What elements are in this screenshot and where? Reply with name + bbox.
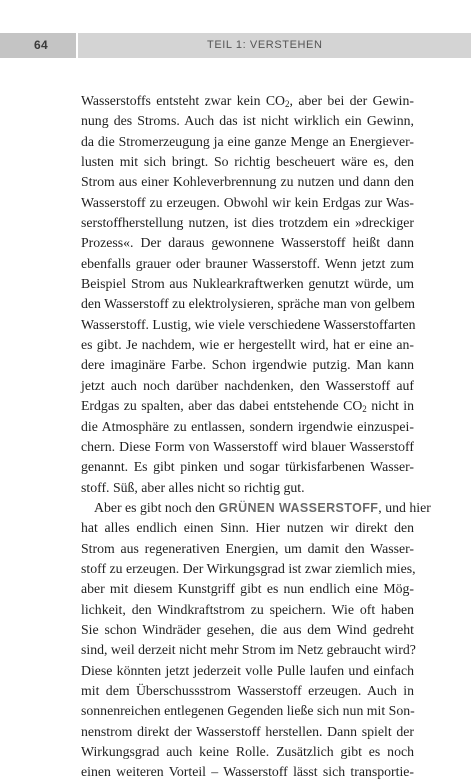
subscript: 2 bbox=[362, 404, 367, 415]
text-line: lichkeit, den Windkraftstrom zu speichern. Wie oft haben bbox=[81, 601, 414, 617]
text-line: Prozess«. Der daraus gewonnene Wasserstoff heißt dann bbox=[81, 235, 414, 251]
text-line: stoff. Süß, aber alles nicht so richtig gut. bbox=[81, 479, 305, 495]
text-line: Wasserstoffs entsteht zwar kein $CO_2$, aber bei der Gewin- bbox=[81, 93, 414, 109]
text-line: chern. Diese Form von Wasserstoff wird blauer Wasserstoff bbox=[81, 438, 414, 454]
page-number: 64 bbox=[34, 38, 48, 52]
text-line: sonnenreichen entlegenen Gegenden ließe sich nun mit Son- bbox=[81, 703, 415, 719]
text-line: einen weiteren Vorteil – Wasserstoff lässt sich transportie- bbox=[81, 764, 414, 780]
text-line: hat alles endlich einen Sinn. Hier nutzen wir direkt den bbox=[81, 520, 414, 536]
text-line: den Wasserstoff zu elektrolysieren, spräche man von gelbem bbox=[81, 296, 415, 312]
text-line: Diese könnten jetzt jederzeit volle Pulle laufen und einfach bbox=[81, 662, 414, 678]
text-line: nenstrom direkt der Wasserstoff herstellen. Dann spielt der bbox=[81, 723, 414, 739]
text-line: Beispiel Strom aus Nuklearkraftwerken genutzt würde, um bbox=[81, 276, 414, 292]
page-number-box bbox=[0, 33, 78, 58]
text-line: serstoffherstellung nutzen, ist dies trotzdem ein »dreckiger bbox=[81, 215, 414, 231]
text-line: jetzt auch noch darüber nachdenken, den Wasserstoff auf bbox=[81, 377, 414, 393]
text-line: mit dem Überschussstrom Wasserstoff erzeugen. Auch in bbox=[81, 682, 414, 698]
text-line: dere imaginäre Farbe. Schon irgendwie putzig. Man kann bbox=[81, 357, 414, 373]
highlighted-term: GRÜNEN WASSERSTOFF bbox=[218, 500, 379, 515]
paragraph bbox=[81, 91, 414, 498]
text-line: Strom aus regenerativen Energien, um damit den Wasser- bbox=[81, 540, 414, 556]
text-line: nung des Stroms. Auch das ist nicht wirklich ein Gewinn, bbox=[81, 113, 414, 129]
text-line: es gibt. Je nachdem, wie er hergestellt wird, hat er eine an- bbox=[81, 337, 414, 353]
text-line: da die Stromerzeugung ja eine ganze Menge an Energiever- bbox=[81, 133, 414, 149]
text-line: Sie schon Windräder gesehen, die aus dem Wind gedreht bbox=[81, 621, 414, 637]
paragraph bbox=[81, 498, 431, 783]
text-line: die Atmosphäre zu entlassen, sondern irgendwie einzuspei- bbox=[81, 418, 414, 434]
text-line: Aber es gibt noch den GRÜNEN WASSERSTOFF, und hier bbox=[94, 499, 431, 515]
text-line: genannt. Es gibt pinken und sogar türkisfarbenen Wasser- bbox=[81, 459, 414, 475]
text-line: Wasserstoff. Lustig, wie viele verschiedene Wasserstoffarten bbox=[81, 316, 416, 332]
text-line: sind, weil derzeit nicht mehr Strom im Netz gebraucht wird? bbox=[81, 642, 416, 658]
text-line: lusten mit sich bringt. So richtig bescheuert wäre es, den bbox=[81, 154, 414, 170]
text-line: Wirkungsgrad auch keine Rolle. Zusätzlich gibt es noch bbox=[81, 744, 414, 759]
text-line: Strom aus einer Kohleverbrennung zu nutzen und dann den bbox=[81, 174, 414, 190]
text-line: ebenfalls grauer oder brauner Wasserstoff. Wenn jetzt zum bbox=[81, 255, 414, 271]
text-line: Erdgas zu spalten, aber das dabei entstehende $CO_2$ nicht in bbox=[81, 398, 415, 415]
page-header bbox=[0, 33, 471, 58]
text-line: stoff zu erzeugen. Der Wirkungsgrad ist zwar ziemlich mies, bbox=[81, 560, 416, 576]
subscript: 2 bbox=[285, 99, 290, 109]
text-line: aber mit diesem Kunstgriff gibt es nun endlich eine Mög- bbox=[81, 581, 414, 597]
text-line: Wasserstoff zu erzeugen. Obwohl wir kein Erdgas zur Was- bbox=[81, 194, 414, 210]
body-text bbox=[81, 91, 431, 783]
running-head: TEIL 1: VERSTEHEN bbox=[207, 39, 323, 51]
